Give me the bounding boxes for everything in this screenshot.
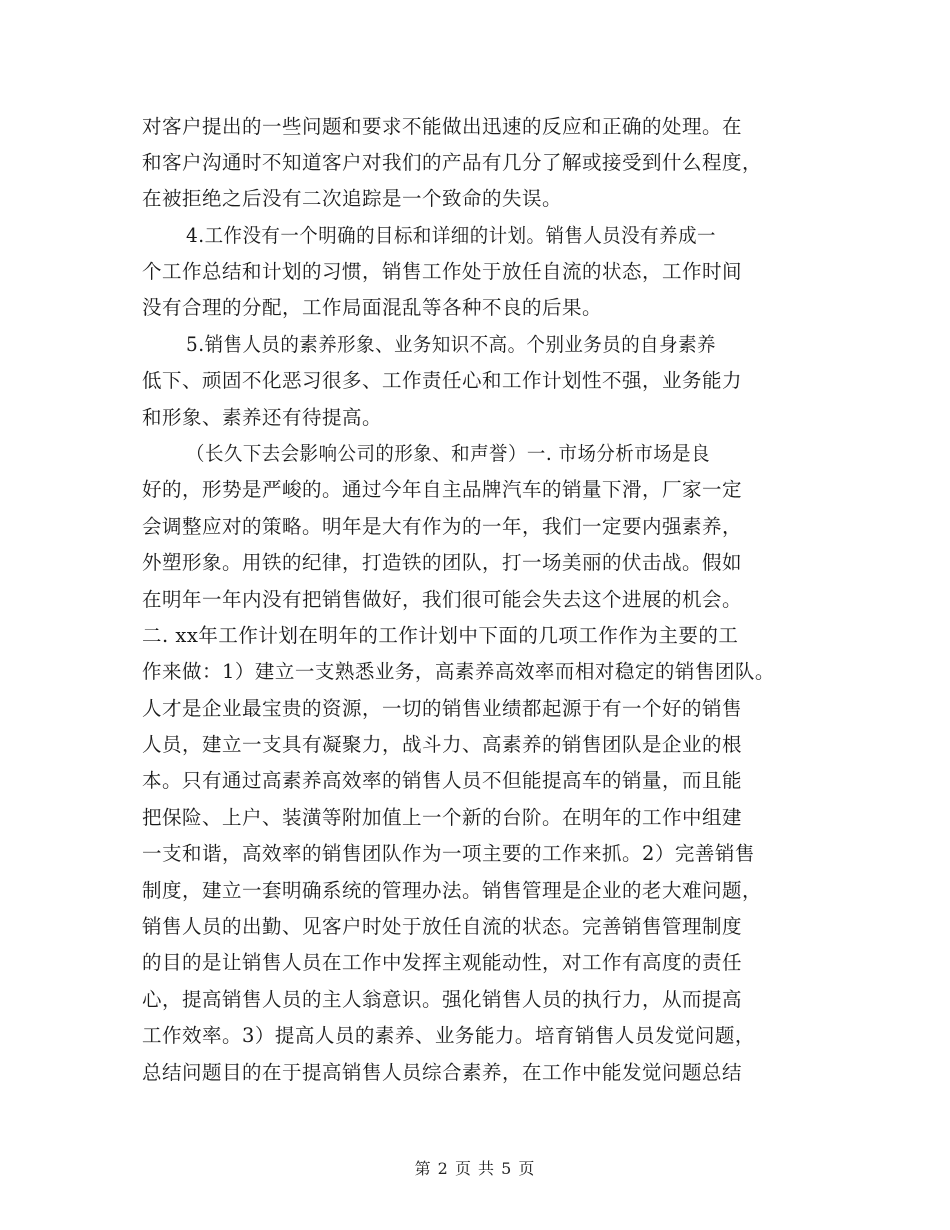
text-line: 好的，形势是严峻的。通过今年自主品牌汽车的销量下滑，厂家一定 [142, 478, 743, 501]
text-line: 个工作总结和计划的习惯，销售工作处于放任自流的状态，工作时间 [142, 260, 743, 283]
text-line: 低下、顽固不化恶习很多、工作责任心和工作计划性不强，业务能力 [142, 369, 743, 392]
text-line: 心，提高销售人员的主人翁意识。强化销售人员的执行力，从而提高 [142, 988, 743, 1011]
text-line: 二. xx年工作计划在明年的工作计划中下面的几项工作作为主要的工 [142, 624, 739, 647]
text-line: 在明年一年内没有把销售做好，我们很可能会失去这个进展的机会。 [142, 588, 743, 611]
text-line: 和形象、素养还有待提高。 [142, 406, 383, 429]
text-line: 把保险、上户、装潢等附加值上一个新的台阶。在明年的工作中组建 [142, 806, 743, 829]
text-line: 人员，建立一支具有凝聚力，战斗力、高素养的销售团队是企业的根 [142, 733, 743, 756]
text-line: 和客户沟通时不知道客户对我们的产品有几分了解或接受到什么程度， [142, 151, 763, 174]
text-line: 人才是企业最宝贵的资源，一切的销售业绩都起源于有一个好的销售 [142, 697, 743, 720]
text-line: 工作效率。3）提高人员的素养、业务能力。培育销售人员发觉问题， [142, 1024, 755, 1047]
text-line: 一支和谐，高效率的销售团队作为一项主要的工作来抓。2）完善销售 [142, 842, 755, 865]
text-line: 4.工作没有一个明确的目标和详细的计划。销售人员没有养成一 [186, 224, 716, 247]
text-line: 本。只有通过高素养高效率的销售人员不但能提高车的销量，而且能 [142, 769, 743, 792]
text-line: 制度，建立一套明确系统的管理办法。销售管理是企业的老大难问题， [142, 879, 763, 902]
text-line: 作来做：1）建立一支熟悉业务，高素养高效率而相对稳定的销售团队。 [142, 660, 775, 683]
text-line: 在被拒绝之后没有二次追踪是一个致命的失误。 [142, 187, 563, 210]
text-line: 没有合理的分配，工作局面混乱等各种不良的后果。 [142, 296, 603, 319]
text-line: 销售人员的出勤、见客户时处于放任自流的状态。完善销售管理制度 [142, 915, 743, 938]
text-line: 会调整应对的策略。明年是大有作为的一年，我们一定要内强素养， [142, 515, 743, 538]
page-number-footer: 第 2 页 共 5 页 [414, 1159, 536, 1178]
text-line: 总结问题目的在于提高销售人员综合素养，在工作中能发觉问题总结 [142, 1061, 743, 1084]
text-line: 对客户提出的一些问题和要求不能做出迅速的反应和正确的处理。在 [142, 115, 743, 138]
text-line: （长久下去会影响公司的形象、和声誉）一. 市场分析市场是良 [186, 442, 711, 465]
text-line: 的目的是让销售人员在工作中发挥主观能动性，对工作有高度的责任 [142, 951, 743, 974]
text-line: 5.销售人员的素养形象、业务知识不高。个别业务员的自身素养 [186, 333, 716, 356]
text-line: 外塑形象。用铁的纪律，打造铁的团队，打一场美丽的伏击战。假如 [142, 551, 743, 574]
